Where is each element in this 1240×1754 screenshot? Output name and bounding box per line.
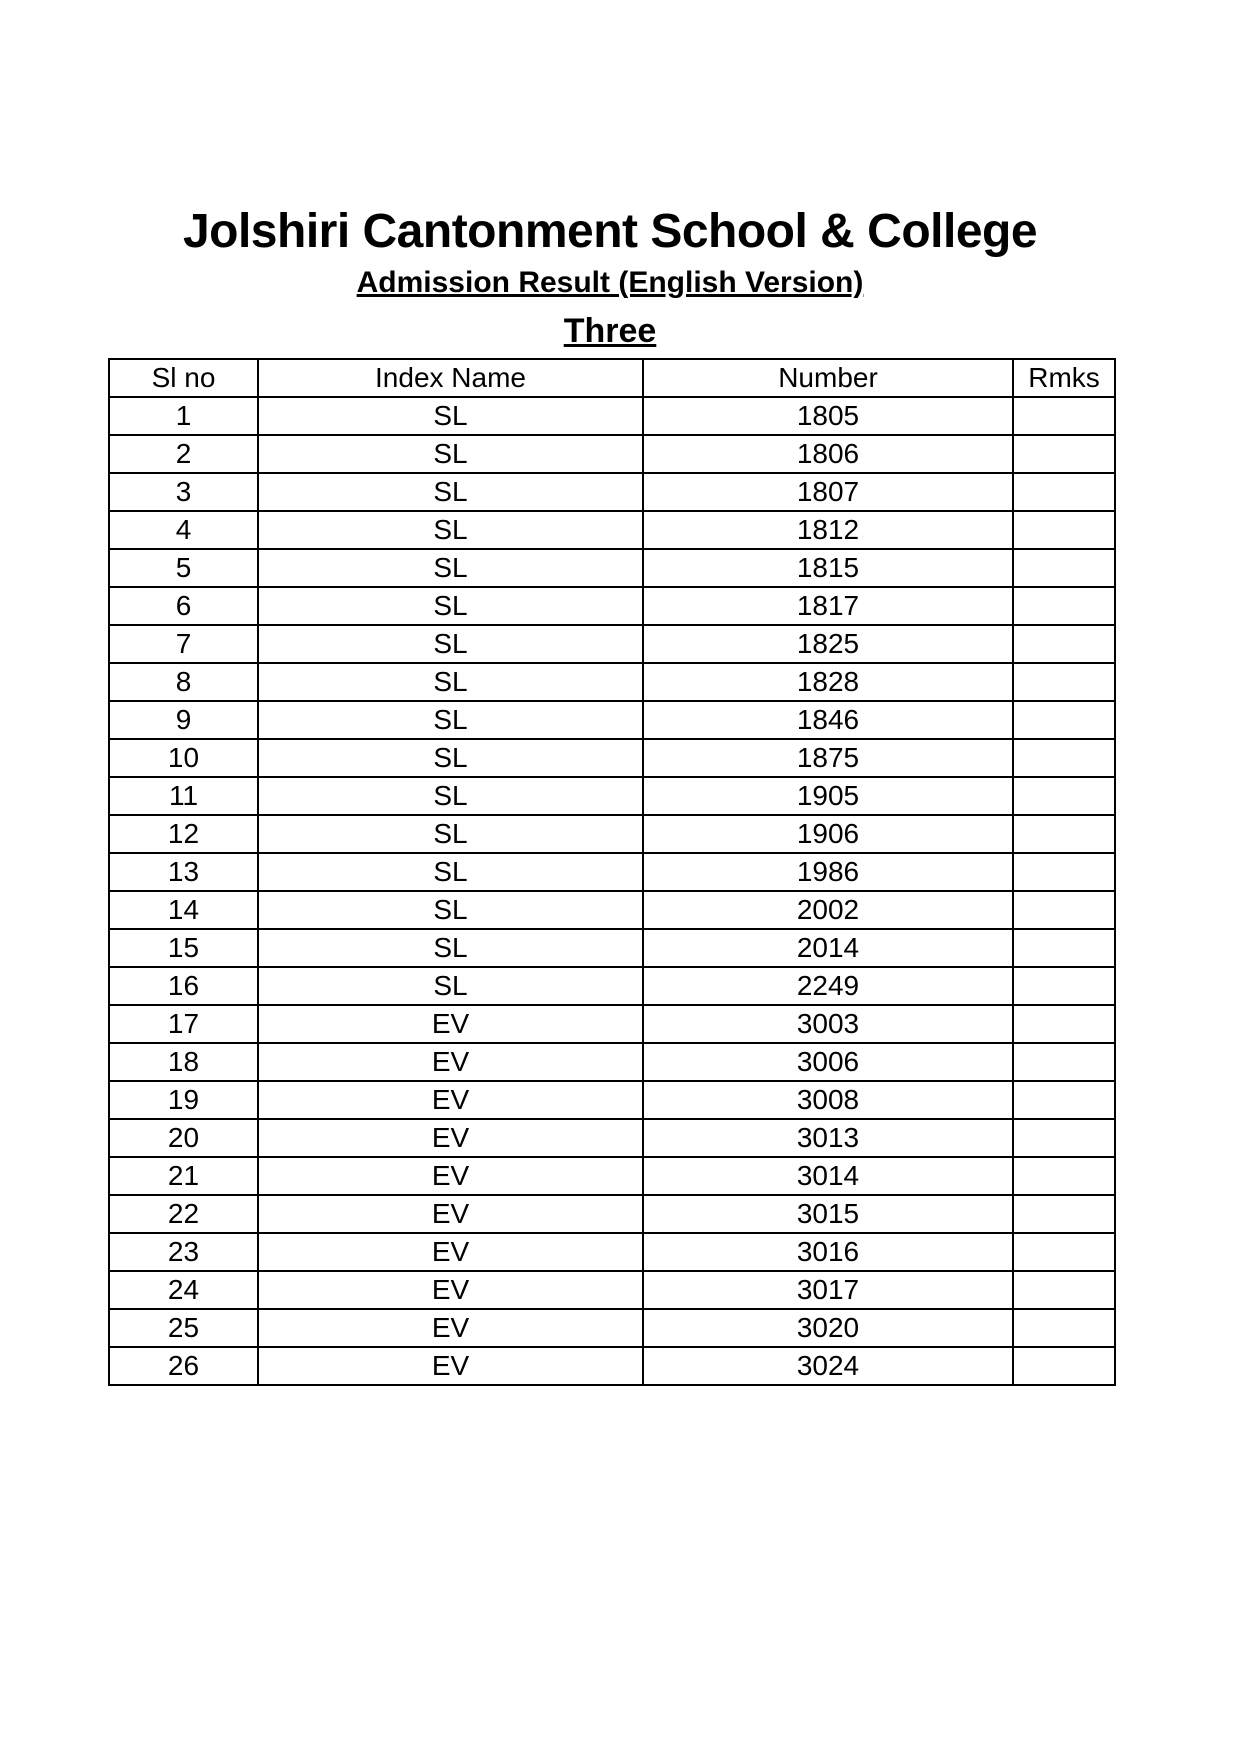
cell-number: 1846: [643, 701, 1013, 739]
cell-rmks: [1013, 1347, 1115, 1385]
cell-sl-no: 6: [109, 587, 258, 625]
cell-number: 3015: [643, 1195, 1013, 1233]
cell-sl-no: 24: [109, 1271, 258, 1309]
cell-index-name: SL: [258, 701, 643, 739]
cell-rmks: [1013, 1309, 1115, 1347]
table-row: [109, 549, 1115, 587]
cell-rmks: [1013, 1157, 1115, 1195]
table-header-row: [109, 359, 1115, 397]
school-title: Jolshiri Cantonment School & College: [182, 205, 1038, 258]
cell-index-name: EV: [258, 1157, 643, 1195]
cell-rmks: [1013, 967, 1115, 1005]
class-name: Three: [563, 312, 657, 350]
cell-rmks: [1013, 891, 1115, 929]
table-row: [109, 1081, 1115, 1119]
cell-rmks: [1013, 1195, 1115, 1233]
cell-number: 1805: [643, 397, 1013, 435]
cell-index-name: EV: [258, 1271, 643, 1309]
cell-sl-no: 19: [109, 1081, 258, 1119]
cell-rmks: [1013, 1005, 1115, 1043]
table-row: [109, 891, 1115, 929]
table-row: [109, 625, 1115, 663]
table-row: [109, 663, 1115, 701]
cell-sl-no: 26: [109, 1347, 258, 1385]
cell-number: 3024: [643, 1347, 1013, 1385]
cell-rmks: [1013, 777, 1115, 815]
cell-sl-no: 10: [109, 739, 258, 777]
table-row: [109, 473, 1115, 511]
cell-index-name: SL: [258, 853, 643, 891]
cell-rmks: [1013, 1119, 1115, 1157]
table-row: [109, 1043, 1115, 1081]
cell-sl-no: 23: [109, 1233, 258, 1271]
cell-index-name: SL: [258, 397, 643, 435]
cell-rmks: [1013, 1271, 1115, 1309]
column-header-index-name: Index Name: [258, 359, 643, 397]
table-row: [109, 511, 1115, 549]
cell-index-name: EV: [258, 1195, 643, 1233]
cell-index-name: SL: [258, 967, 643, 1005]
cell-number: 1828: [643, 663, 1013, 701]
cell-sl-no: 21: [109, 1157, 258, 1195]
cell-number: 3016: [643, 1233, 1013, 1271]
cell-index-name: EV: [258, 1309, 643, 1347]
cell-rmks: [1013, 549, 1115, 587]
cell-number: 2002: [643, 891, 1013, 929]
cell-rmks: [1013, 435, 1115, 473]
table-row: [109, 815, 1115, 853]
cell-rmks: [1013, 587, 1115, 625]
table-row: [109, 1309, 1115, 1347]
cell-index-name: EV: [258, 1043, 643, 1081]
cell-sl-no: 14: [109, 891, 258, 929]
cell-sl-no: 16: [109, 967, 258, 1005]
cell-sl-no: 22: [109, 1195, 258, 1233]
cell-index-name: EV: [258, 1005, 643, 1043]
cell-index-name: SL: [258, 587, 643, 625]
table-row: [109, 777, 1115, 815]
column-header-sl-no: Sl no: [109, 359, 258, 397]
cell-number: 1806: [643, 435, 1013, 473]
cell-sl-no: 15: [109, 929, 258, 967]
cell-number: 3008: [643, 1081, 1013, 1119]
cell-index-name: EV: [258, 1119, 643, 1157]
cell-number: 1812: [643, 511, 1013, 549]
table-row: [109, 1119, 1115, 1157]
cell-index-name: SL: [258, 549, 643, 587]
cell-index-name: SL: [258, 777, 643, 815]
cell-sl-no: 17: [109, 1005, 258, 1043]
cell-index-name: SL: [258, 473, 643, 511]
cell-number: 3003: [643, 1005, 1013, 1043]
cell-sl-no: 3: [109, 473, 258, 511]
cell-rmks: [1013, 663, 1115, 701]
cell-index-name: EV: [258, 1233, 643, 1271]
cell-number: 3013: [643, 1119, 1013, 1157]
cell-number: 3020: [643, 1309, 1013, 1347]
cell-rmks: [1013, 1233, 1115, 1271]
cell-sl-no: 7: [109, 625, 258, 663]
cell-sl-no: 20: [109, 1119, 258, 1157]
table-row: [109, 1195, 1115, 1233]
table-row: [109, 1005, 1115, 1043]
cell-index-name: SL: [258, 663, 643, 701]
document-subtitle: Admission Result (English Version): [356, 266, 864, 299]
cell-index-name: SL: [258, 625, 643, 663]
cell-sl-no: 12: [109, 815, 258, 853]
table-row: [109, 701, 1115, 739]
cell-index-name: SL: [258, 815, 643, 853]
table-body: [109, 397, 1115, 1385]
cell-index-name: SL: [258, 739, 643, 777]
table-row: [109, 1271, 1115, 1309]
cell-sl-no: 1: [109, 397, 258, 435]
cell-number: 3006: [643, 1043, 1013, 1081]
cell-number: 3014: [643, 1157, 1013, 1195]
cell-index-name: SL: [258, 929, 643, 967]
cell-rmks: [1013, 473, 1115, 511]
cell-rmks: [1013, 929, 1115, 967]
table-row: [109, 1157, 1115, 1195]
cell-rmks: [1013, 701, 1115, 739]
cell-sl-no: 9: [109, 701, 258, 739]
cell-index-name: SL: [258, 891, 643, 929]
table-row: [109, 929, 1115, 967]
cell-rmks: [1013, 397, 1115, 435]
table-row: [109, 967, 1115, 1005]
cell-rmks: [1013, 1043, 1115, 1081]
cell-number: 1905: [643, 777, 1013, 815]
cell-sl-no: 13: [109, 853, 258, 891]
cell-number: 1986: [643, 853, 1013, 891]
table-row: [109, 739, 1115, 777]
column-header-number: Number: [643, 359, 1013, 397]
cell-rmks: [1013, 511, 1115, 549]
cell-sl-no: 4: [109, 511, 258, 549]
cell-number: 1807: [643, 473, 1013, 511]
cell-rmks: [1013, 1081, 1115, 1119]
table-row: [109, 435, 1115, 473]
cell-number: 3017: [643, 1271, 1013, 1309]
cell-rmks: [1013, 625, 1115, 663]
cell-sl-no: 2: [109, 435, 258, 473]
table-row: [109, 397, 1115, 435]
cell-rmks: [1013, 853, 1115, 891]
cell-number: 2249: [643, 967, 1013, 1005]
cell-sl-no: 5: [109, 549, 258, 587]
cell-number: 1815: [643, 549, 1013, 587]
cell-rmks: [1013, 815, 1115, 853]
cell-sl-no: 18: [109, 1043, 258, 1081]
cell-index-name: EV: [258, 1081, 643, 1119]
table-row: [109, 1347, 1115, 1385]
cell-number: 2014: [643, 929, 1013, 967]
admission-result-table: [108, 358, 1116, 1386]
table-row: [109, 1233, 1115, 1271]
column-header-rmks: Rmks: [1013, 359, 1115, 397]
table-row: [109, 853, 1115, 891]
cell-number: 1817: [643, 587, 1013, 625]
cell-sl-no: 11: [109, 777, 258, 815]
cell-rmks: [1013, 739, 1115, 777]
cell-number: 1906: [643, 815, 1013, 853]
cell-index-name: SL: [258, 435, 643, 473]
cell-sl-no: 8: [109, 663, 258, 701]
cell-number: 1875: [643, 739, 1013, 777]
cell-number: 1825: [643, 625, 1013, 663]
cell-index-name: SL: [258, 511, 643, 549]
cell-index-name: EV: [258, 1347, 643, 1385]
cell-sl-no: 25: [109, 1309, 258, 1347]
table-row: [109, 587, 1115, 625]
